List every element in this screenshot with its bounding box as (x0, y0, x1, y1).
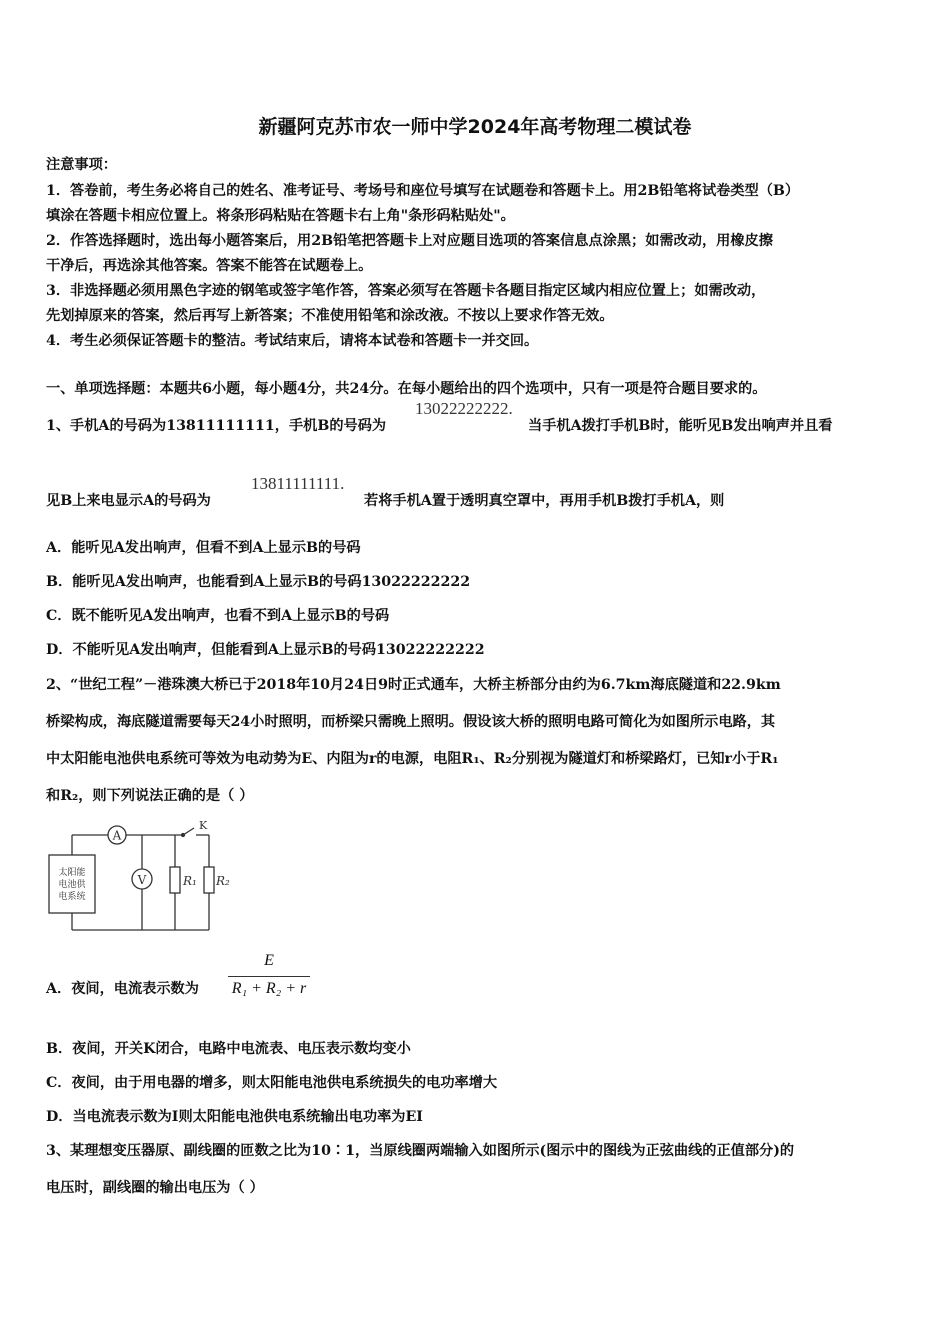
notice-line: 3．非选择题必须用黑色字迹的钢笔或签字笔作答，答案必须写在答题卡各题目指定区域内相应位置上；如需改动， (46, 283, 766, 299)
q1-line2-start: 见B上来电显示A的号码为 (46, 493, 211, 509)
q1-option-c: C．既不能听见A发出响声，也看不到A上显示B的号码 (46, 608, 390, 624)
notice-heading: 注意事项： (46, 157, 117, 173)
notice-line: 填涂在答题卡相应位置上。将条形码粘贴在答题卡右上角"条形码粘贴处"。 (46, 208, 515, 224)
q1-line1-end: 当手机A拨打手机B时，能听见B发出响声并且看 (528, 418, 833, 434)
q1-option-d: D．不能听见A发出响声，但能看到A上显示B的号码13022222222 (46, 642, 485, 658)
q1-line2-end: 若将手机A置于透明真空罩中，再用手机B拨打手机A，则 (364, 493, 725, 509)
q3-line: 电压时，副线圈的输出电压为（ ） (46, 1180, 264, 1196)
r2-label: R₂ (216, 874, 230, 888)
q2-line: 2、“世纪工程”－港珠澳大桥已于2018年10月24日9时正式通车，大桥主桥部分由约为6.7km海底隧道和22.9km (46, 677, 781, 693)
q1-option-a: A．能听见A发出响声，但看不到A上显示B的号码 (46, 540, 361, 556)
section-heading: 一、单项选择题：本题共6小题，每小题4分，共24分。在每小题给出的四个选项中，只有一项是符合题目要求的。 (46, 381, 767, 397)
q1-line1-start: 1、手机A的号码为13811111111，手机B的号码为 (46, 418, 387, 434)
notice-line: 干净后，再选涂其他答案。答案不能答在试题卷上。 (46, 258, 373, 274)
q1-number-b: 13022222222. (415, 399, 513, 418)
switch-label: K (199, 819, 208, 832)
current-formula (228, 952, 310, 1004)
voltmeter-label: V (137, 873, 147, 887)
ammeter-label: A (112, 828, 122, 843)
q2-option-c: C．夜间，由于用电器的增多，则太阳能电池供电系统损失的电功率增大 (46, 1075, 498, 1091)
formula-numerator: E (264, 952, 274, 969)
source-label-line: 太阳能 (58, 868, 86, 878)
source-label-line: 电系统 (58, 892, 86, 902)
q1-number-a: 13811111111. (251, 474, 345, 493)
r1-label: R₁ (183, 874, 197, 888)
fraction-bar (228, 976, 310, 977)
resistor-r2 (204, 867, 214, 893)
notice-line: 先划掉原来的答案，然后再写上新答案；不准使用铅笔和涂改液。不按以上要求作答无效。 (46, 308, 614, 324)
page-title: 新疆阿克苏市农一师中学2024年高考物理二模试卷 (258, 116, 692, 138)
resistor-r1 (170, 867, 180, 893)
notice-line: 2．作答选择题时，选出每小题答案后，用2B铅笔把答题卡上对应题目选项的答案信息点涂黑；如需改动，用橡皮擦 (46, 233, 773, 249)
q1-option-b: B．能听见A发出响声，也能看到A上显示B的号码13022222222 (46, 574, 471, 590)
source-label-line: 电池供 (58, 880, 86, 890)
q2-line: 桥梁构成，海底隧道需要每天24小时照明，而桥梁只需晚上照明。假设该大桥的照明电路可简化为如图所示电路，其 (46, 714, 776, 730)
notice-line: 1．答卷前，考生务必将自己的姓名、准考证号、考场号和座位号填写在试题卷和答题卡上。用2B铅笔将试卷类型（B） (46, 183, 800, 199)
q3-line: 3、某理想变压器原、副线圈的匝数之比为10∶1，当原线圈两端输入如图所示(图示中的图线为正弦曲线的正值部分)的 (46, 1143, 795, 1159)
notice-line: 4．考生必须保证答题卡的整洁。考试结束后，请将本试卷和答题卡一并交回。 (46, 333, 539, 349)
circuit-diagram (44, 815, 244, 940)
q2-option-a: A．夜间，电流表示数为 (46, 981, 199, 997)
q2-option-d: D．当电流表示数为I则太阳能电池供电系统输出电功率为EI (46, 1109, 423, 1125)
q2-option-b: B．夜间，开关K闭合，电路中电流表、电压表示数均变小 (46, 1041, 411, 1057)
formula-denominator: R₁ + R₂ + r (231, 980, 307, 997)
q2-line: 和R₂，则下列说法正确的是（ ） (46, 788, 254, 804)
q2-line: 中太阳能电池供电系统可等效为电动势为E、内阻为r的电源，电阻R₁、R₂分别视为隧道灯和桥梁路灯，已知r小于R₁ (46, 751, 779, 767)
